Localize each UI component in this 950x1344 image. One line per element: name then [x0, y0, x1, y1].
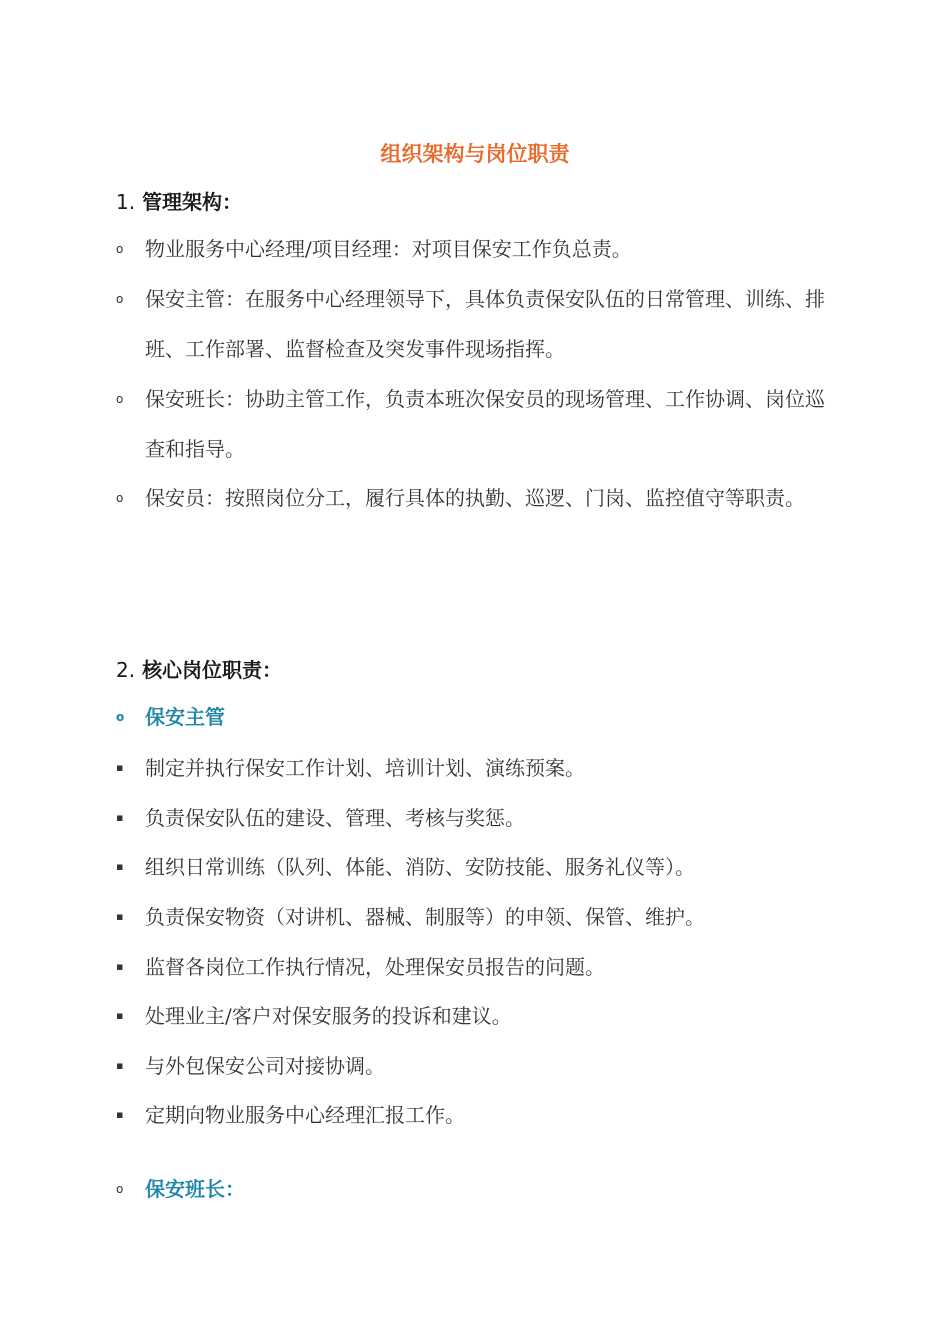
- section-2-title: 核心岗位职责：: [142, 658, 283, 682]
- duty-item: [116, 793, 836, 843]
- duty-item: [116, 743, 836, 793]
- section-1-heading: [116, 186, 242, 215]
- square-bullet-icon: ▪: [116, 811, 124, 824]
- role-title: 保安班长：: [145, 1177, 245, 1201]
- list-item: [116, 274, 836, 374]
- circle-bullet-icon: o: [116, 392, 124, 406]
- list-item-text: 保安班长：协助主管工作，负责本班次保安员的现场管理、工作协调、岗位巡查和指导。: [145, 387, 825, 461]
- square-bullet-icon: ▪: [116, 1059, 124, 1072]
- square-bullet-icon: ▪: [116, 910, 124, 923]
- circle-bullet-icon: o: [116, 1182, 124, 1196]
- list-item: [116, 224, 836, 274]
- duty-item: [116, 892, 836, 942]
- duty-text: 制定并执行保安工作计划、培训计划、演练预案。: [145, 756, 585, 780]
- document-title: 组织架构与岗位职责: [380, 142, 570, 166]
- square-bullet-icon: ▪: [116, 1108, 124, 1121]
- square-bullet-icon: ▪: [116, 761, 124, 774]
- role-title: 保安主管: [145, 705, 225, 729]
- duty-item: [116, 1090, 836, 1140]
- section-2-number: 2.: [116, 658, 136, 682]
- duty-text: 组织日常训练（队列、体能、消防、安防技能、服务礼仪等）。: [145, 855, 695, 879]
- duty-item: [116, 942, 836, 992]
- square-bullet-icon: ▪: [116, 1009, 124, 1022]
- square-bullet-icon: ▪: [116, 860, 124, 873]
- duty-item: [116, 1041, 836, 1091]
- circle-bullet-icon: o: [116, 292, 124, 306]
- list-item: [116, 473, 836, 523]
- circle-bullet-icon: o: [116, 491, 124, 505]
- duty-item: [116, 991, 836, 1041]
- list-item-text: 物业服务中心经理/项目经理：对项目保安工作负总责。: [145, 237, 632, 261]
- square-bullet-icon: ▪: [116, 960, 124, 973]
- duty-item: [116, 842, 836, 892]
- list-item: [116, 374, 836, 474]
- list-item-text: 保安员：按照岗位分工，履行具体的执勤、巡逻、门岗、监控值守等职责。: [145, 486, 805, 510]
- duty-text: 与外包保安公司对接协调。: [145, 1054, 385, 1078]
- circle-bullet-icon: o: [116, 710, 125, 724]
- duty-text: 负责保安队伍的建设、管理、考核与奖惩。: [145, 806, 525, 830]
- duty-text: 负责保安物资（对讲机、器械、制服等）的申领、保管、维护。: [145, 905, 705, 929]
- duty-text: 处理业主/客户对保安服务的投诉和建议。: [145, 1004, 512, 1028]
- role-heading-supervisor: [116, 692, 225, 742]
- duty-text: 定期向物业服务中心经理汇报工作。: [145, 1103, 465, 1127]
- section-1-title: 管理架构：: [142, 190, 243, 214]
- circle-bullet-icon: o: [116, 242, 124, 256]
- list-item-text: 保安主管：在服务中心经理领导下，具体负责保安队伍的日常管理、训练、排班、工作部署、监督检查及突发事件现场指挥。: [145, 287, 825, 361]
- section-1-number: 1.: [116, 190, 136, 214]
- section-2-heading: [116, 654, 282, 683]
- role-heading-team-leader: [116, 1164, 245, 1214]
- duty-text: 监督各岗位工作执行情况，处理保安员报告的问题。: [145, 955, 605, 979]
